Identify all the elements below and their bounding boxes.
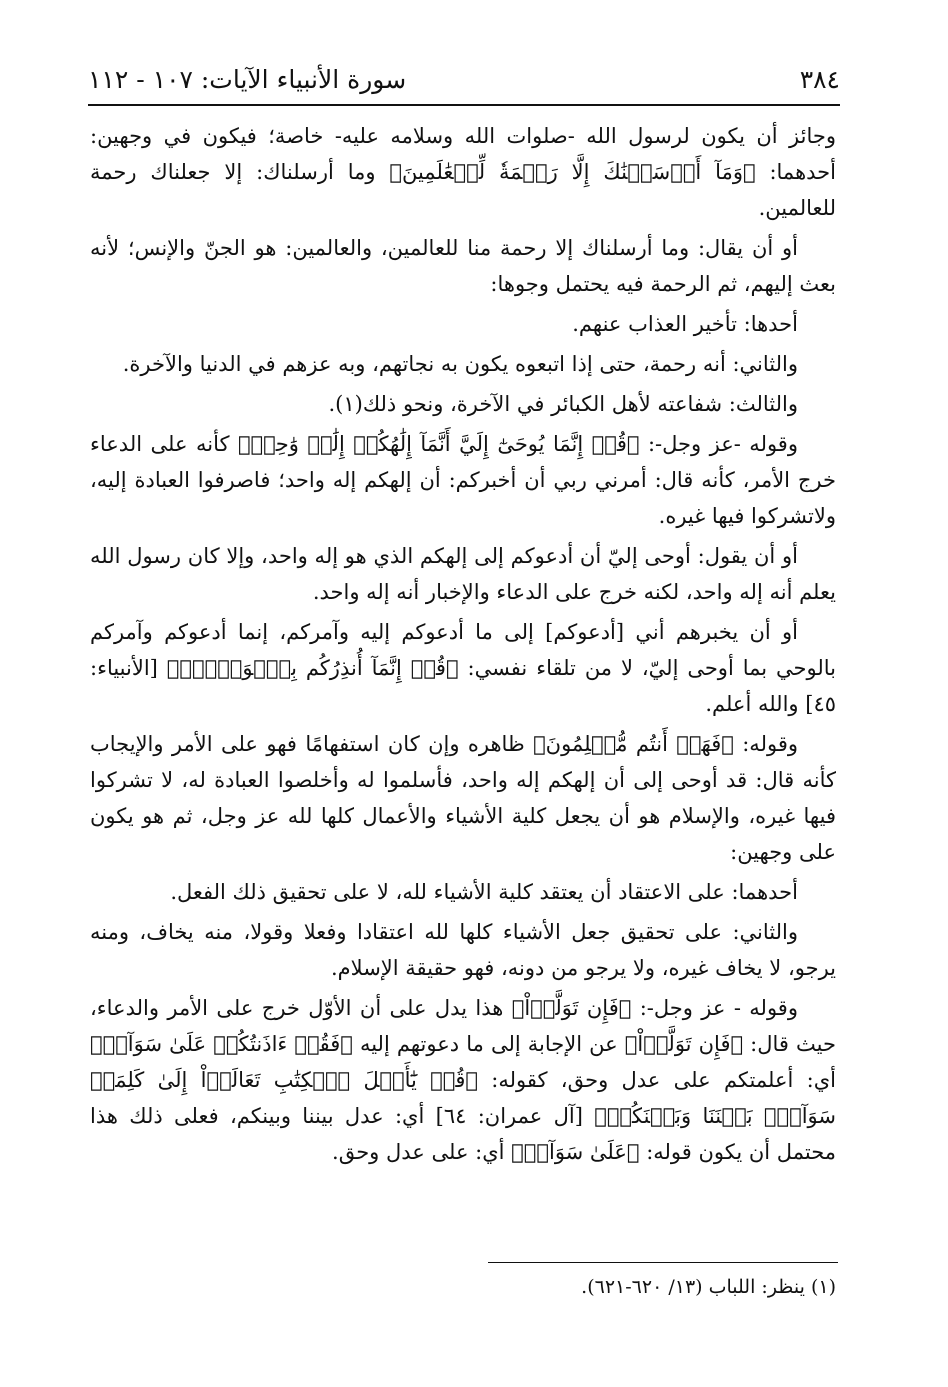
paragraph: أو أن يخبرهم أني [أدعوكم] إلى ما أدعوكم إليه وآمركم، إنما أدعوكم وآمركم بالوحي بما أوحى إليّ، لا من تلقاء نفسي: ﴿قُلۡ إِنَّمَآ أُنذِرُكُم بِٱلۡوَحۡيِۚ﴾ [الأنبياء: ٤٥] والله أعلم. (90, 620, 836, 716)
paragraph: وقوله -عز وجل-: ﴿قُلۡ إِنَّمَا يُوحَىٰٓ إِلَيَّ أَنَّمَآ إِلَٰهُكُمۡ إِلَٰهٞ وَٰحِدٞ﴾ كأنه على الدعاء خرج الأمر، كأنه قال: أمرني ربي أن أخبركم: أن إلهكم إله واحد؛ فاصرفوا العبادة إليه، ولاتشركوا فيها غيره. (90, 432, 836, 528)
page-number: ٣٨٤ (799, 64, 840, 94)
running-title: سورة الأنبياء الآيات: ١٠٧ - ١١٢ (88, 64, 407, 94)
paragraph: أو أن يقول: أوحى إليّ أن أدعوكم إلى إلهكم الذي هو إله واحد، وإلا كان رسول الله يعلم أنه إله واحد، لكنه خرج على الدعاء والإخبار أنه إله واحد. (90, 544, 836, 604)
paragraph: أحدهما: على الاعتقاد أن يعتقد كلية الأشياء لله، لا على تحقيق ذلك الفعل. (170, 880, 798, 904)
paragraph: وجائز أن يكون لرسول الله -صلوات الله وسلامه عليه- خاصة؛ فيكون في وجهين: أحدهما: ﴿وَمَآ أَرۡسَلۡنَٰكَ إِلَّا رَحۡمَةٗ لِّلۡعَٰلَمِينَ﴾ وما أرسلناك: إلا جعلناك رحمة للعالمين. (90, 124, 836, 220)
paragraph: وقوله: ﴿فَهَلۡ أَنتُم مُّسۡلِمُونَ﴾ ظاهره وإن كان استفهامًا فهو على الأمر والإيجاب كأنه قال: قد أوحى إلى أن إلهكم إله واحد، فأسلموا له وأخلصوا العبادة له، لا تشركوا فيها غيره، والإسلام هو أن يجعل كلية الأشياء والأعمال كلها لله عز وجل، ثم هو يكون على وجهين: (90, 732, 836, 864)
page-header (88, 55, 840, 103)
paragraph: والثاني: أنه رحمة، حتى إذا اتبعوه يكون به نجاتهم، وبه عزهم في الدنيا والآخرة. (122, 352, 798, 376)
paragraph: والثالث: شفاعته لأهل الكبائر في الآخرة، ونحو ذلك(١). (328, 392, 798, 416)
paragraph: أو أن يقال: وما أرسلناك إلا رحمة منا للعالمين، والعالمين: هو الجنّ والإنس؛ لأنه بعث إليهم، ثم الرحمة فيه يحتمل وجوها: (90, 236, 836, 296)
main-text (90, 118, 836, 1174)
paragraph: أحدها: تأخير العذاب عنهم. (572, 312, 798, 336)
footnote: (١) ينظر: اللباب (١٣/ ٦٢٠-٦٢١). (581, 1276, 836, 1298)
paragraph: والثاني: على تحقيق جعل الأشياء كلها لله اعتقادا وفعلا وقولا، منه يخاف، ومنه يرجو، لا يخاف غيره، ولا يرجو من دونه، فهو حقيقة الإسلام. (90, 920, 836, 980)
footnote-rule (488, 1262, 838, 1263)
paragraph: وقوله - عز وجل-: ﴿فَإِن تَوَلَّوۡاْ﴾ هذا يدل على أن الأوّل خرج على الأمر والدعاء، حيث قال: ﴿فَإِن تَوَلَّوۡاْ﴾ عن الإجابة إلى ما دعوتهم إليه ﴿فَقُلۡ ءَاذَنتُكُمۡ عَلَىٰ سَوَآءٖ﴾ أي: أعلمتكم على عدل وحق، كقوله: ﴿قُلۡ يَٰٓأَهۡلَ ٱلۡكِتَٰبِ تَعَالَوۡاْ إِلَىٰ كَلِمَةٖ سَوَآءِۭ بَيۡنَنَا وَبَيۡنَكُمۡ﴾ [آل عمران: ٦٤] أي: عدل بيننا وبينكم، فعلى ذلك هذا محتمل أن يكون قوله: ﴿عَلَىٰ سَوَآءٖ﴾ أي: على عدل وحق. (90, 996, 836, 1164)
header-rule (88, 104, 840, 106)
